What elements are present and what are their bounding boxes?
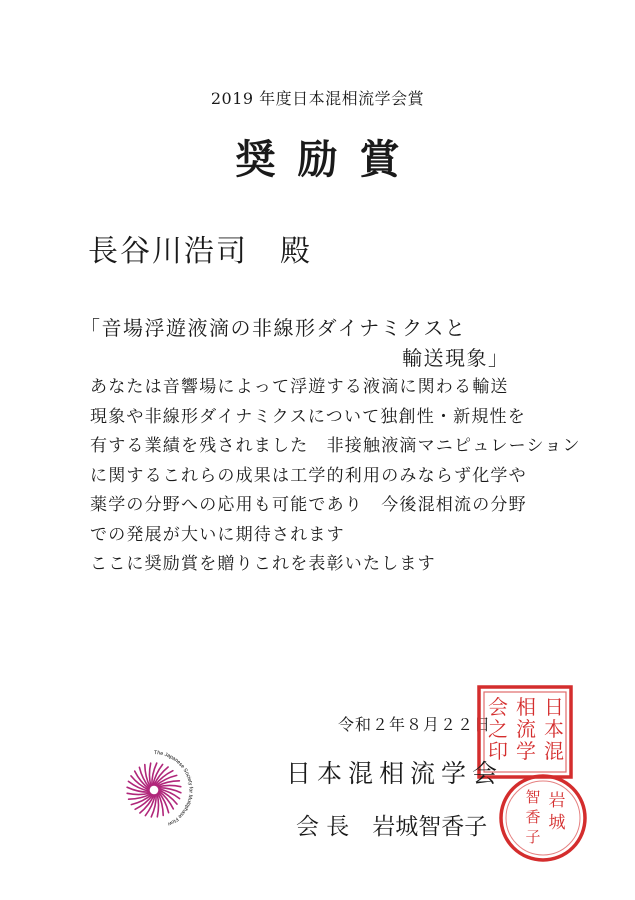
logo-spiral-stroke (149, 763, 150, 786)
award-date: 令和２年８月２２日 (338, 715, 492, 734)
citation-line: 現象や非線形ダイナミクスについて独創性・新規性を (90, 406, 526, 427)
svg-text:混: 混 (544, 739, 564, 763)
citation-line: 薬学の分野への応用も可能であり 今後混相流の分野 (90, 495, 527, 515)
citation-text (90, 373, 581, 580)
citation-line: に関するこれらの成果は工学的利用のみならず化学や (90, 465, 527, 486)
president-signature: 会 長 岩城智香子 (296, 814, 488, 840)
award-year-title: 2019 年度日本混相流学会賞 (210, 89, 425, 108)
society-logo (104, 740, 204, 840)
research-theme-line-1: 「音場浮遊液滴の非線形ダイナミクスと (80, 316, 467, 340)
svg-text:会: 会 (488, 695, 508, 719)
svg-text:相: 相 (516, 695, 536, 719)
svg-text:本: 本 (544, 717, 564, 741)
logo-spiral-stroke (157, 794, 158, 817)
citation-line: ここに奨励賞を贈りこれを表彰いたします (90, 554, 436, 574)
citation-line: 有する業績を残されました 非接触液滴マニピュレーション (90, 436, 581, 456)
svg-text:印: 印 (488, 739, 508, 763)
svg-text:学: 学 (516, 739, 536, 763)
logo-spiral-stroke (158, 785, 181, 786)
award-title: 奨励賞 (235, 136, 422, 183)
svg-text:香: 香 (525, 808, 541, 826)
svg-text:岩: 岩 (548, 791, 566, 811)
svg-text:智: 智 (525, 788, 541, 806)
society-name: 日本混相流学会 (286, 759, 504, 788)
research-theme-line-2: 輸送現象」 (402, 346, 510, 370)
recipient-name: 長谷川浩司 殿 (88, 234, 312, 269)
svg-text:之: 之 (488, 717, 508, 741)
citation-line: あなたは音響場によって浮遊する液滴に関わる輸送 (90, 377, 509, 397)
svg-text:城: 城 (548, 813, 566, 833)
citation-line: での発展が大いに期待されます (90, 524, 345, 545)
logo-spiral-mark (127, 763, 181, 817)
svg-text:流: 流 (516, 717, 536, 741)
svg-text:日: 日 (544, 695, 564, 719)
logo-spiral-stroke (127, 793, 150, 794)
logo-text: The Japanese Society for Multiphase Flow (153, 749, 194, 827)
svg-text:子: 子 (525, 828, 541, 846)
president-seal (497, 772, 589, 864)
